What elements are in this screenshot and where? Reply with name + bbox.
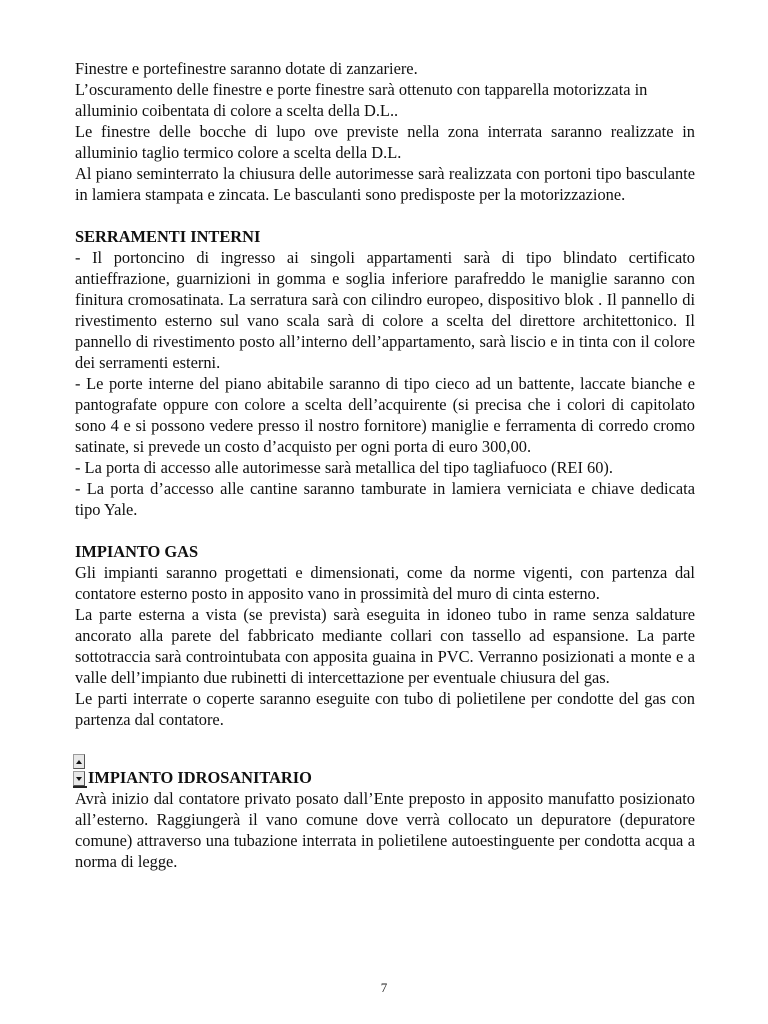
page-number: 7 xyxy=(380,980,388,995)
paragraph: - La porta di accesso alle autorimesse sarà metallica del tipo tagliafuoco (REI 60). xyxy=(75,458,613,477)
arrow-up-icon[interactable] xyxy=(73,754,85,769)
paragraph: Le parti interrate o coperte saranno eseguite con tubo di polietilene per condotte del gas con partenza dal contatore. xyxy=(75,689,695,729)
section-title: IMPIANTO IDROSANITARIO xyxy=(88,768,312,787)
paragraph: La parte esterna a vista (se prevista) sarà eseguita in idoneo tubo in rame senza saldature ancorato alla parete del fabbricato mediante collari con tassello ad espansione. La parte sottotraccia sarà controintubata con apposita guaina in PVC. Verranno posizionati a monte e a valle dell’impianto due rubinetti di intercettazione per eventuale chiusura del gas. xyxy=(75,605,695,687)
intro-line: Finestre e portefinestre saranno dotate di zanzariere. xyxy=(75,59,418,78)
divider xyxy=(73,786,87,788)
intro-line: Al piano seminterrato la chiusura delle autorimesse sarà realizzata con portoni tipo basculante in lamiera stampata e zincata. Le basculanti sono predisposte per la motorizzazione. xyxy=(75,164,695,204)
paragraph: Avrà inizio dal contatore privato posato dall’Ente preposto in apposito manufatto posizionato all’esterno. Raggiungerà il vano comune dove verrà collocato un depuratore (depuratore comune) attraverso una tubazione interrata in polietilene autoestinguente per condotta acqua a norma di legge. xyxy=(75,789,695,871)
paragraph: - La porta d’accesso alle cantine saranno tamburate in lamiera verniciata e chiave dedicata tipo Yale. xyxy=(75,479,695,519)
intro-line: L’oscuramento delle finestre e porte finestre sarà ottenuto con tapparella motorizzata in alluminio coibentata di colore a scelta della D.L.. xyxy=(75,80,648,120)
paragraph: - Il portoncino di ingresso ai singoli appartamenti sarà di tipo blindato certificato antieffrazione, guarnizioni in gomma e soglia inferiore parafreddo le maniglie saranno con finitura cromosatinata. La serratura sarà con cilindro europeo, dispositivo blok . Il pannello di rivestimento esterno sul vano scala sarà di colore a scelta del direttore architettonico. Il pannello di rivestimento posto all’interno dell’appartamento, sarà liscio e in tinta con il colore dei serramenti esterni. xyxy=(75,248,695,372)
section-heading-serramenti: SERRAMENTI INTERNI xyxy=(75,227,261,246)
spacer xyxy=(75,520,695,541)
paragraph: Gli impianti saranno progettati e dimensionati, come da norme vigenti, con partenza dal contatore esterno posto in apposito vano in prossimità del muro di cinta esterno. xyxy=(75,563,695,603)
spin-control[interactable] xyxy=(73,754,87,788)
paragraph: - Le porte interne del piano abitabile saranno di tipo cieco ad un battente, laccate bianche e pantografate oppure con colore a scelta dell’acquirente (si precisa che i colori di capitolato sono 4 e si possono vedere presso il nostro fornitore) maniglie e ferramenta di corredo cromo satinate, si prevede un costo d’acquisto per ogni porta di euro 300,00. xyxy=(75,374,695,456)
spacer xyxy=(75,730,695,751)
section-heading-gas: IMPIANTO GAS xyxy=(75,542,199,561)
section-heading-idro xyxy=(75,754,695,788)
arrow-down-icon[interactable] xyxy=(73,771,85,786)
spacer xyxy=(75,205,695,226)
document-page xyxy=(75,58,695,872)
intro-line: Le finestre delle bocche di lupo ove previste nella zona interrata saranno realizzate in alluminio taglio termico colore a scelta della D.L. xyxy=(75,122,695,162)
